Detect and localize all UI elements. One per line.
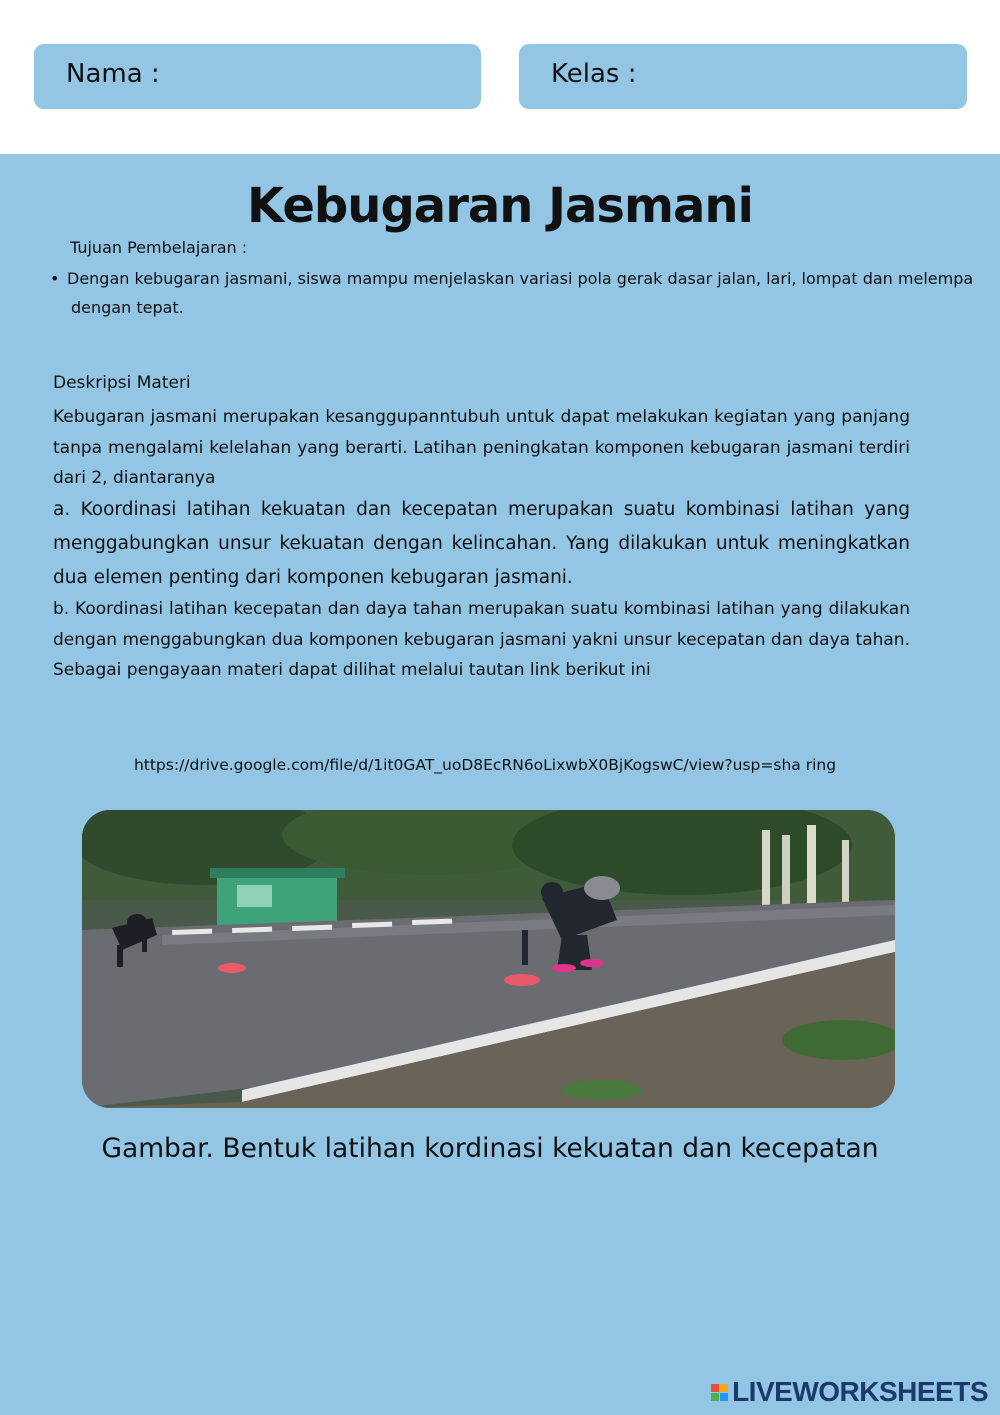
tujuan-label: Tujuan Pembelajaran :: [70, 238, 248, 257]
bullet-dot-icon: •: [50, 269, 60, 288]
worksheet-title: Kebugaran Jasmani: [247, 178, 753, 234]
logo-grid-icon: [711, 1384, 728, 1401]
content-panel: [0, 154, 1000, 1415]
tujuan-continuation: dengan tepat.: [71, 298, 184, 317]
nama-label: Nama :: [66, 59, 160, 89]
deskripsi-paragraph-a: a. Koordinasi latihan kekuatan dan kecepatan merupakan suatu kombinasi latihan yang menggabungkan unsur kekuatan dengan kelincahan. Yang dilakukan untuk meningkatkan dua elemen penting dari komponen kebugaran jasmani.: [53, 499, 910, 588]
exercise-photo-illustration: [82, 810, 895, 1108]
kelas-field[interactable]: [519, 44, 967, 109]
logo-text: LIVEWORKSHEETS: [732, 1376, 988, 1407]
image-caption: Gambar. Bentuk latihan kordinasi kekuatan dan kecepatan: [101, 1133, 879, 1164]
nama-field[interactable]: [34, 44, 481, 109]
deskripsi-label: Deskripsi Materi: [53, 373, 191, 393]
tujuan-bullet: [50, 264, 975, 322]
deskripsi-paragraph-b: b. Koordinasi latihan kecepatan dan daya tahan merupakan suatu kombinasi latihan yang dilakukan dengan menggabungkan dua komponen kebugaran jasmani yakni unsur kecepatan dan daya tahan. Sebagai pengayaan materi dapat dilihat melalui tautan link berikut ini: [53, 599, 910, 680]
drive-link[interactable]: https://drive.google.com/file/d/1it0GAT_uoD8EcRN6oLixwbX0BjKogswC/view?usp=sha ring: [133, 756, 837, 774]
tujuan-text: Dengan kebugaran jasmani, siswa mampu menjelaskan variasi pola gerak dasar jalan, lari, lompat dan melempa: [67, 269, 974, 288]
kelas-label: Kelas :: [551, 59, 637, 89]
liveworksheets-logo: [711, 1376, 988, 1408]
exercise-photo: [82, 810, 895, 1108]
deskripsi-paragraph-1: Kebugaran jasmani merupakan kesanggupanntubuh untuk dapat melakukan kegiatan yang panjang tanpa mengalami kelelahan yang berarti. Latihan peningkatan komponen kebugaran jasmani terdiri dari 2, diantaranya: [53, 407, 910, 488]
